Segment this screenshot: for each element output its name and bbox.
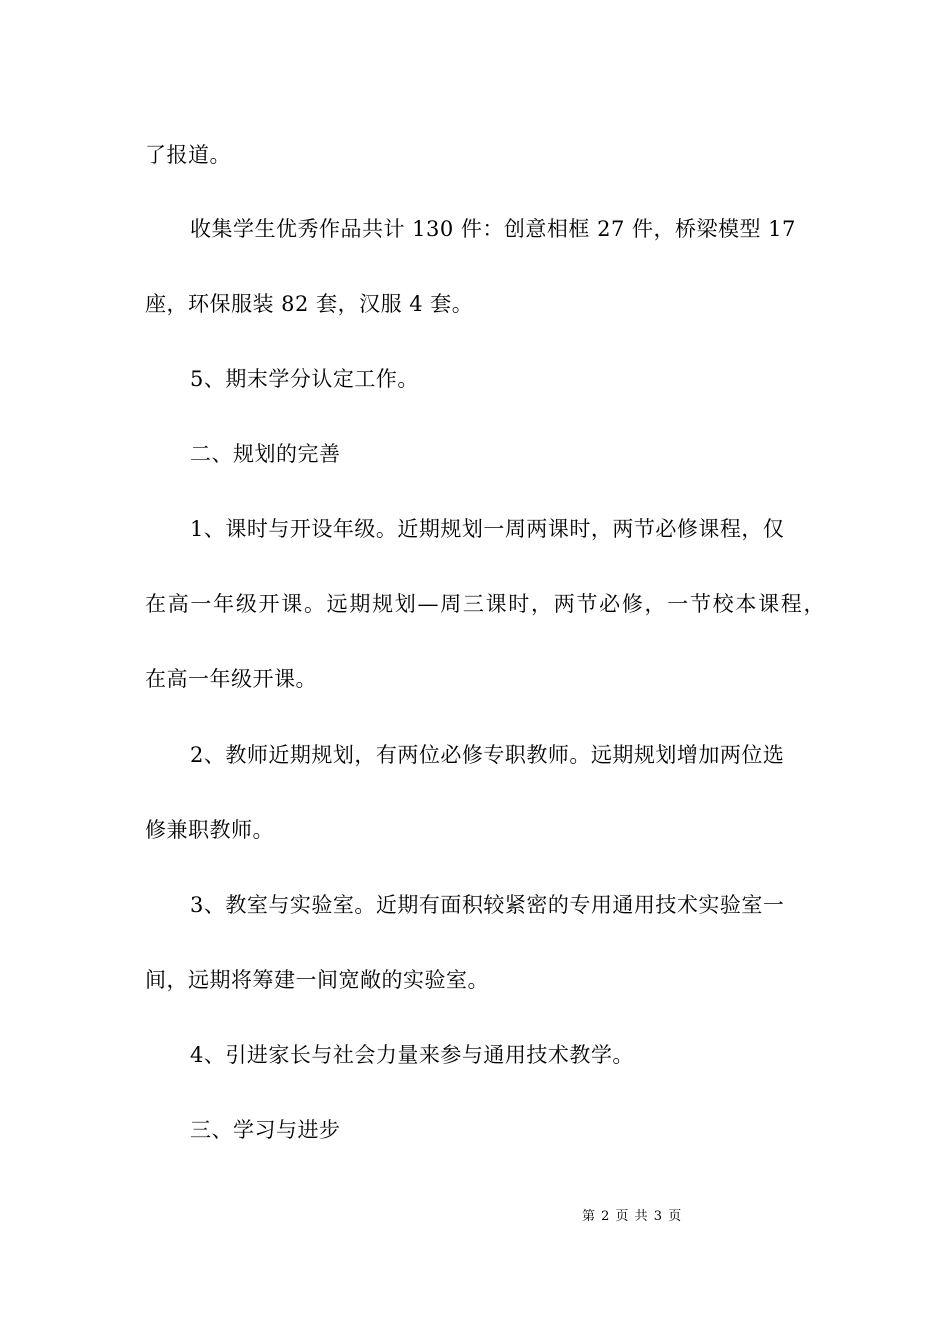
text-line-7: 在高一年级开课。远期规划—周三课时，两节必修，一节校本课程， [145, 592, 825, 616]
text-line-6: 1、课时与开设年级。近期规划一周两课时，两节必修课程，仅 [190, 517, 785, 541]
text-line-9: 2、教师近期规划，有两位必修专职教师。远期规划增加两位选 [190, 743, 785, 767]
text-line-2: 收集学生优秀作品共计 130 件：创意相框 27 件，桥梁模型 17 [190, 217, 796, 241]
text-line-8: 在高一年级开课。 [145, 667, 317, 691]
text-line-3: 座，环保服装 82 套，汉服 4 套。 [145, 292, 474, 316]
text-line-10: 修兼职教师。 [145, 818, 274, 842]
text-line-1: 了报道。 [145, 143, 231, 167]
text-line-12: 间，远期将筹建一间宽敞的实验室。 [145, 968, 489, 992]
page-number-footer: 第 2 页 共 3 页 [582, 1209, 682, 1224]
section-heading-3: 三、学习与进步 [190, 1118, 341, 1142]
text-line-4: 5、期末学分认定工作。 [190, 367, 419, 391]
text-line-11: 3、教室与实验室。近期有面积较紧密的专用通用技术实验室一 [190, 893, 785, 917]
text-line-13: 4、引进家长与社会力量来参与通用技术教学。 [190, 1043, 634, 1067]
section-heading-2: 二、规划的完善 [190, 442, 341, 466]
